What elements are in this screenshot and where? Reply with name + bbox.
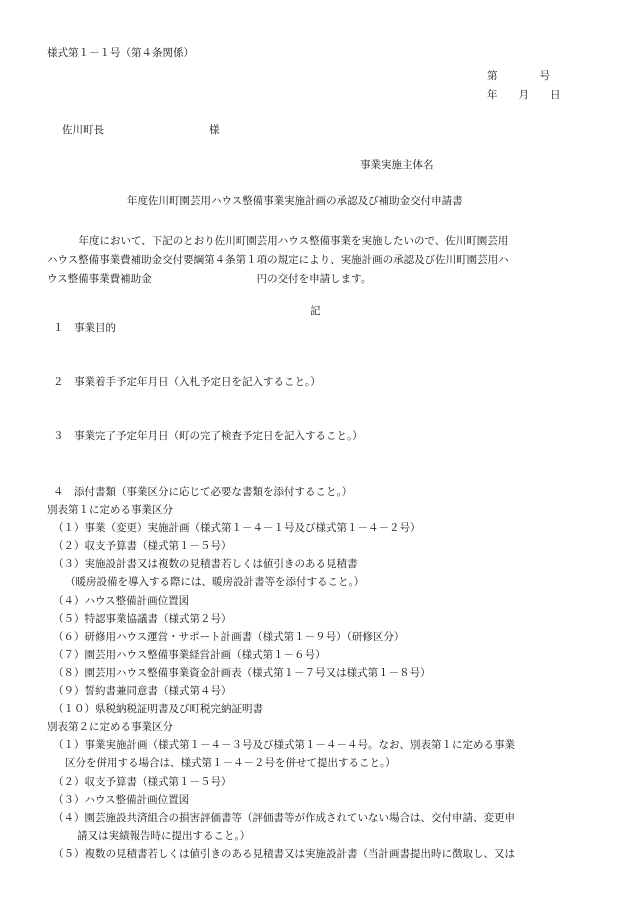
- attachment-item: （１）事業（変更）実施計画（様式第１－４－１号及び様式第１－４－２号）: [53, 522, 421, 535]
- attachment-item: （７）園芸用ハウス整備事業経営計画（様式第１－６号）: [53, 648, 326, 661]
- section-purpose: １ 事業目的: [53, 322, 116, 334]
- attachment-item: （５）特認事業協議書（様式第２号）: [53, 612, 232, 625]
- attachment-item: （９）誓約書兼同意書（様式第４号）: [53, 685, 232, 698]
- attachments-list: [47, 486, 607, 866]
- attachment-item: 請又は実績報告時に提出すること。）: [77, 829, 251, 842]
- attachment-item: （２）収支予算書（様式第１－５号）: [53, 775, 232, 788]
- addressee: 佐川町長 様: [62, 124, 220, 136]
- applicant-label: 事業実施主体名: [360, 159, 434, 171]
- ki-heading: 記: [310, 305, 321, 317]
- attachment-item: 別表第２に定める事業区分: [47, 721, 173, 734]
- attachment-item: （３）実施設計書又は複数の見積書若しくは値引きのある見積書: [53, 558, 358, 571]
- attachment-item: （３）ハウス整備計画位置図: [53, 793, 190, 806]
- document-title: 年度佐川町園芸用ハウス整備事業実施計画の承認及び補助金交付申請書: [127, 195, 463, 207]
- application-body: [47, 232, 595, 289]
- body-line: ハウス整備事業費補助金交付要綱第４条第１項の規定により、実施計画の承認及び佐川町園芸用ハ: [47, 254, 509, 266]
- attachment-item: （暖房設備を導入する際には、暖房設計書等を添付すること。）: [65, 576, 365, 589]
- attachment-item: ４ 添付書類（事業区分に応じて必要な書類を添付すること。）: [53, 486, 353, 498]
- attachment-item: （６）研修用ハウス運営・サポート計画書（様式第１－９号）（研修区分）: [53, 630, 405, 643]
- attachment-item: 区分を併用する場合は、様式第１－４－２号を併せて提出すること。）: [65, 757, 396, 770]
- form-number: 様式第１－１号（第４条関係）: [47, 47, 194, 59]
- attachment-item: （１）事業実施計画（様式第１－４－３号及び様式第１－４－４号。なお、別表第１に定める事業: [53, 739, 515, 752]
- attachment-item: （８）園芸用ハウス整備事業資金計画表（様式第１－７号又は様式第１－８号）: [53, 666, 431, 679]
- attachment-item: （２）収支予算書（様式第１－５号）: [53, 540, 232, 553]
- document-date: 年 月 日: [487, 89, 561, 101]
- attachment-item: （４）ハウス整備計画位置図: [53, 594, 190, 607]
- attachment-item: （１０）県税納税証明書及び町税完納証明書: [53, 703, 263, 716]
- attachment-item: （４）園芸施設共済組合の損害評価書等（評価書等が作成されていない場合は、交付申請、変更申: [53, 811, 515, 824]
- document-number: 第 号: [487, 70, 550, 82]
- section-start-date: ２ 事業着手予定年月日（入札予定日を記入すること。）: [53, 376, 321, 388]
- body-line: 年度において、下記のとおり佐川町園芸用ハウス整備事業を実施したいので、佐川町園芸用: [47, 235, 509, 247]
- attachment-item: （５）複数の見積書若しくは値引きのある見積書又は実施設計書（当計画書提出時に徴取し、又は: [53, 847, 515, 860]
- section-end-date: ３ 事業完了予定年月日（町の完了検査予定日を記入すること。）: [53, 430, 363, 442]
- attachment-item: 別表第１に定める事業区分: [47, 504, 173, 517]
- body-line: ウス整備事業費補助金 円の交付を申請します。: [47, 273, 372, 285]
